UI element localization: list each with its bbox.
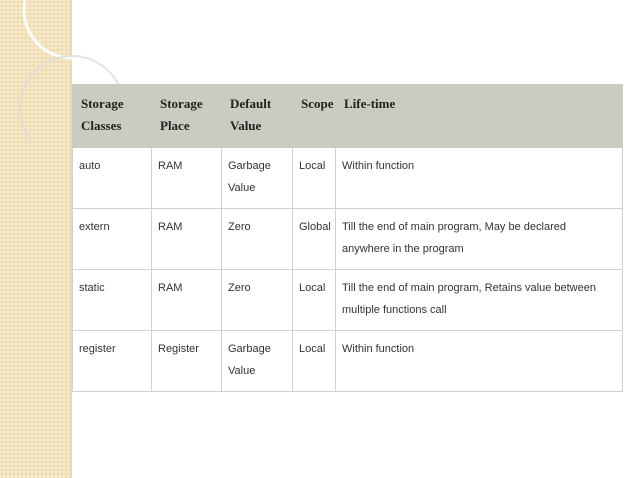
table-row bbox=[73, 331, 623, 392]
decorative-side-strip bbox=[0, 0, 70, 478]
header-life-time: Life-time bbox=[336, 85, 623, 148]
cell-storage-class: extern bbox=[73, 209, 152, 270]
cell-default-value: Garbage Value bbox=[222, 331, 293, 392]
cell-default-value: Zero bbox=[222, 209, 293, 270]
cell-storage-class: static bbox=[73, 270, 152, 331]
table-row bbox=[73, 270, 623, 331]
cell-default-value: Garbage Value bbox=[222, 148, 293, 209]
cell-storage-place: RAM bbox=[152, 270, 222, 331]
cell-life-time: Within function bbox=[336, 148, 623, 209]
header-default-value: Default Value bbox=[222, 85, 293, 148]
cell-scope: Local bbox=[293, 331, 336, 392]
cell-scope: Global bbox=[293, 209, 336, 270]
cell-storage-class: auto bbox=[73, 148, 152, 209]
cell-life-time: Till the end of main program, May be declared anywhere in the program bbox=[336, 209, 623, 270]
storage-classes-table-container bbox=[72, 84, 622, 392]
header-storage-classes: Storage Classes bbox=[73, 85, 152, 148]
cell-life-time: Till the end of main program, Retains value between multiple functions call bbox=[336, 270, 623, 331]
cell-scope: Local bbox=[293, 270, 336, 331]
cell-life-time: Within function bbox=[336, 331, 623, 392]
cell-storage-place: Register bbox=[152, 331, 222, 392]
table-header-row bbox=[73, 85, 623, 148]
cell-storage-place: RAM bbox=[152, 209, 222, 270]
table-row bbox=[73, 209, 623, 270]
cell-storage-place: RAM bbox=[152, 148, 222, 209]
cell-scope: Local bbox=[293, 148, 336, 209]
table-row bbox=[73, 148, 623, 209]
cell-default-value: Zero bbox=[222, 270, 293, 331]
cell-storage-class: register bbox=[73, 331, 152, 392]
header-scope: Scope bbox=[293, 85, 336, 148]
header-storage-place: Storage Place bbox=[152, 85, 222, 148]
storage-classes-table bbox=[72, 84, 623, 392]
